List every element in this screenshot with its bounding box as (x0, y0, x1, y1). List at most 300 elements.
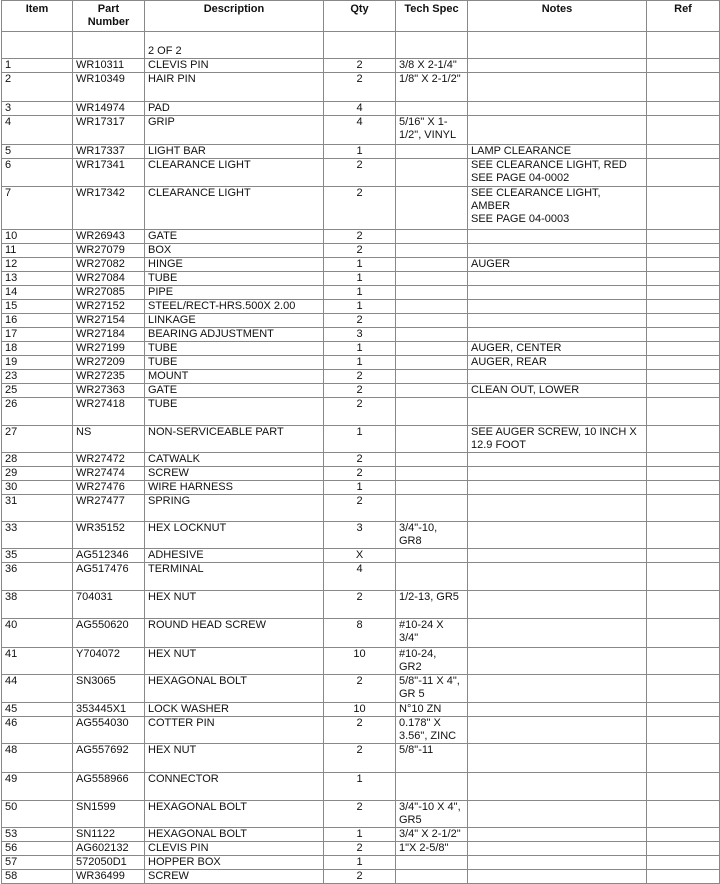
cell-notes (468, 648, 647, 675)
table-row (2, 801, 720, 828)
cell-description: CONNECTOR (145, 773, 324, 801)
cell-tech-spec (396, 300, 468, 314)
cell-notes (468, 773, 647, 801)
cell-description: 2 OF 2 (145, 32, 324, 59)
cell-tech-spec (396, 426, 468, 453)
cell-notes (468, 244, 647, 258)
cell-qty: 1 (324, 300, 396, 314)
cell-ref (647, 370, 720, 384)
cell-notes (468, 328, 647, 342)
cell-item: 28 (2, 453, 73, 467)
table-row (2, 675, 720, 703)
cell-item: 4 (2, 116, 73, 145)
cell-notes (468, 230, 647, 244)
cell-qty: 2 (324, 453, 396, 467)
cell-description: BEARING ADJUSTMENT (145, 328, 324, 342)
cell-qty: 3 (324, 328, 396, 342)
cell-ref (647, 159, 720, 187)
table-row (2, 159, 720, 187)
table-row (2, 328, 720, 342)
table-row (2, 116, 720, 145)
cell-tech-spec (396, 159, 468, 187)
cell-tech-spec (396, 32, 468, 59)
cell-notes (468, 102, 647, 116)
cell-notes (468, 116, 647, 145)
cell-qty: 1 (324, 145, 396, 159)
cell-notes: AUGER (468, 258, 647, 272)
cell-tech-spec (396, 286, 468, 300)
cell-notes (468, 453, 647, 467)
cell-notes (468, 828, 647, 842)
cell-description: GATE (145, 230, 324, 244)
cell-ref (647, 314, 720, 328)
cell-tech-spec: 3/4" X 2-1/2" (396, 828, 468, 842)
table-row (2, 495, 720, 522)
cell-description: CLEVIS PIN (145, 59, 324, 73)
cell-notes (468, 481, 647, 495)
table-row (2, 187, 720, 230)
cell-qty: 1 (324, 481, 396, 495)
cell-qty: 1 (324, 258, 396, 272)
cell-part-number: WR27079 (73, 244, 145, 258)
cell-item (2, 32, 73, 59)
table-row (2, 453, 720, 467)
cell-ref (647, 187, 720, 230)
cell-tech-spec: 1/2-13, GR5 (396, 591, 468, 619)
cell-ref (647, 648, 720, 675)
cell-ref (647, 244, 720, 258)
cell-part-number: AG512346 (73, 549, 145, 563)
cell-part-number: WR26943 (73, 230, 145, 244)
cell-part-number: WR27199 (73, 342, 145, 356)
cell-qty: 2 (324, 230, 396, 244)
table-row (2, 300, 720, 314)
cell-ref (647, 328, 720, 342)
cell-description: STEEL/RECT-HRS.500X 2.00 (145, 300, 324, 314)
cell-ref (647, 453, 720, 467)
cell-description: GRIP (145, 116, 324, 145)
cell-item: 5 (2, 145, 73, 159)
cell-description: CLEARANCE LIGHT (145, 187, 324, 230)
cell-ref (647, 870, 720, 884)
cell-notes (468, 856, 647, 870)
table-row (2, 342, 720, 356)
cell-notes: AUGER, CENTER (468, 342, 647, 356)
header-item: Item (2, 1, 73, 32)
table-row (2, 244, 720, 258)
cell-notes (468, 73, 647, 102)
cell-part-number: WR27152 (73, 300, 145, 314)
cell-qty: 1 (324, 356, 396, 370)
cell-qty: 2 (324, 244, 396, 258)
table-row (2, 286, 720, 300)
cell-tech-spec (396, 495, 468, 522)
cell-item: 26 (2, 398, 73, 426)
cell-item: 46 (2, 717, 73, 744)
cell-part-number: WR35152 (73, 522, 145, 549)
cell-description: HEXAGONAL BOLT (145, 828, 324, 842)
cell-description: HAIR PIN (145, 73, 324, 102)
cell-tech-spec: 5/8"-11 X 4", GR 5 (396, 675, 468, 703)
cell-part-number: WR27209 (73, 356, 145, 370)
table-row (2, 481, 720, 495)
cell-notes (468, 549, 647, 563)
cell-description: SCREW (145, 870, 324, 884)
cell-qty (324, 32, 396, 59)
cell-notes: CLEAN OUT, LOWER (468, 384, 647, 398)
cell-ref (647, 522, 720, 549)
cell-part-number: WR10311 (73, 59, 145, 73)
table-row (2, 272, 720, 286)
cell-qty: 2 (324, 314, 396, 328)
table-row (2, 230, 720, 244)
cell-item: 35 (2, 549, 73, 563)
cell-description: HEX NUT (145, 744, 324, 773)
cell-qty: 3 (324, 522, 396, 549)
cell-item: 45 (2, 703, 73, 717)
cell-description: PAD (145, 102, 324, 116)
cell-part-number: WR36499 (73, 870, 145, 884)
cell-tech-spec: #10-24 X 3/4" (396, 619, 468, 648)
table-row (2, 591, 720, 619)
cell-notes (468, 801, 647, 828)
cell-tech-spec (396, 481, 468, 495)
cell-ref (647, 426, 720, 453)
cell-description: ROUND HEAD SCREW (145, 619, 324, 648)
cell-notes (468, 563, 647, 591)
cell-qty: 1 (324, 286, 396, 300)
cell-ref (647, 230, 720, 244)
table-row (2, 744, 720, 773)
cell-qty: 2 (324, 370, 396, 384)
cell-item: 11 (2, 244, 73, 258)
cell-item: 30 (2, 481, 73, 495)
cell-qty: 2 (324, 467, 396, 481)
table-row (2, 828, 720, 842)
cell-item: 17 (2, 328, 73, 342)
cell-qty: 1 (324, 426, 396, 453)
cell-description: TERMINAL (145, 563, 324, 591)
cell-description: HOPPER BOX (145, 856, 324, 870)
cell-item: 57 (2, 856, 73, 870)
cell-qty: 4 (324, 102, 396, 116)
cell-notes (468, 619, 647, 648)
table-row (2, 102, 720, 116)
cell-tech-spec (396, 384, 468, 398)
header-ref: Ref (647, 1, 720, 32)
cell-notes (468, 870, 647, 884)
cell-part-number: AG554030 (73, 717, 145, 744)
cell-qty: 1 (324, 773, 396, 801)
cell-notes (468, 272, 647, 286)
cell-description: LINKAGE (145, 314, 324, 328)
table-row (2, 842, 720, 856)
cell-part-number: AG550620 (73, 619, 145, 648)
cell-part-number: WR27085 (73, 286, 145, 300)
cell-description: TUBE (145, 356, 324, 370)
cell-ref (647, 856, 720, 870)
cell-part-number: WR27082 (73, 258, 145, 272)
cell-qty: 1 (324, 342, 396, 356)
cell-part-number: SN1599 (73, 801, 145, 828)
table-row (2, 856, 720, 870)
cell-description: HEXAGONAL BOLT (145, 675, 324, 703)
cell-ref (647, 467, 720, 481)
cell-ref (647, 619, 720, 648)
cell-tech-spec: #10-24, GR2 (396, 648, 468, 675)
cell-ref (647, 32, 720, 59)
cell-tech-spec (396, 230, 468, 244)
cell-notes (468, 675, 647, 703)
cell-item: 58 (2, 870, 73, 884)
cell-ref (647, 73, 720, 102)
cell-description: SPRING (145, 495, 324, 522)
cell-qty: 2 (324, 159, 396, 187)
cell-part-number: 353445X1 (73, 703, 145, 717)
cell-description: HEX LOCKNUT (145, 522, 324, 549)
cell-part-number: WR17341 (73, 159, 145, 187)
cell-part-number: WR27154 (73, 314, 145, 328)
cell-tech-spec: N°10 ZN (396, 703, 468, 717)
cell-notes: SEE CLEARANCE LIGHT, AMBER SEE PAGE 04-0003 (468, 187, 647, 230)
table-row (2, 563, 720, 591)
cell-item: 16 (2, 314, 73, 328)
cell-tech-spec (396, 258, 468, 272)
cell-part-number: NS (73, 426, 145, 453)
cell-item: 15 (2, 300, 73, 314)
cell-tech-spec: 3/8 X 2-1/4" (396, 59, 468, 73)
header-tech-spec: Tech Spec (396, 1, 468, 32)
cell-item: 27 (2, 426, 73, 453)
cell-qty: 2 (324, 717, 396, 744)
cell-part-number: AG558966 (73, 773, 145, 801)
cell-item: 18 (2, 342, 73, 356)
table-row (2, 773, 720, 801)
cell-description: COTTER PIN (145, 717, 324, 744)
table-row (2, 522, 720, 549)
cell-part-number: AG602132 (73, 842, 145, 856)
cell-description: LIGHT BAR (145, 145, 324, 159)
cell-tech-spec: 0.178" X 3.56", ZINC (396, 717, 468, 744)
cell-ref (647, 116, 720, 145)
cell-tech-spec (396, 870, 468, 884)
cell-ref (647, 481, 720, 495)
cell-item: 56 (2, 842, 73, 856)
cell-qty: 2 (324, 591, 396, 619)
cell-part-number: 572050D1 (73, 856, 145, 870)
cell-notes (468, 522, 647, 549)
cell-qty: 2 (324, 73, 396, 102)
cell-tech-spec (396, 272, 468, 286)
cell-qty: X (324, 549, 396, 563)
cell-part-number: WR27476 (73, 481, 145, 495)
cell-part-number: AG517476 (73, 563, 145, 591)
cell-ref (647, 549, 720, 563)
table-row (2, 549, 720, 563)
cell-qty: 10 (324, 648, 396, 675)
cell-item: 3 (2, 102, 73, 116)
cell-ref (647, 145, 720, 159)
cell-tech-spec (396, 467, 468, 481)
cell-notes (468, 59, 647, 73)
cell-item: 19 (2, 356, 73, 370)
cell-tech-spec: 1/8" X 2-1/2" (396, 73, 468, 102)
cell-ref (647, 384, 720, 398)
table-row (2, 370, 720, 384)
cell-item: 41 (2, 648, 73, 675)
cell-item: 10 (2, 230, 73, 244)
cell-description: HEXAGONAL BOLT (145, 801, 324, 828)
cell-ref (647, 258, 720, 272)
cell-notes (468, 300, 647, 314)
cell-tech-spec (396, 398, 468, 426)
cell-item: 12 (2, 258, 73, 272)
cell-item: 38 (2, 591, 73, 619)
cell-part-number: WR27474 (73, 467, 145, 481)
table-row (2, 426, 720, 453)
cell-qty: 2 (324, 801, 396, 828)
cell-tech-spec: 3/4"-10 X 4", GR5 (396, 801, 468, 828)
cell-part-number: WR14974 (73, 102, 145, 116)
cell-notes (468, 32, 647, 59)
cell-item: 14 (2, 286, 73, 300)
cell-tech-spec (396, 244, 468, 258)
cell-notes (468, 286, 647, 300)
cell-description: CLEVIS PIN (145, 842, 324, 856)
cell-notes (468, 398, 647, 426)
cell-ref (647, 59, 720, 73)
cell-notes (468, 314, 647, 328)
cell-tech-spec (396, 314, 468, 328)
cell-ref (647, 591, 720, 619)
header-part-number: Part Number (73, 1, 145, 32)
cell-qty: 2 (324, 398, 396, 426)
parts-table (1, 0, 720, 884)
cell-qty: 2 (324, 744, 396, 773)
cell-qty: 1 (324, 272, 396, 286)
cell-part-number: WR27472 (73, 453, 145, 467)
cell-description: HINGE (145, 258, 324, 272)
table-row (2, 59, 720, 73)
cell-description: TUBE (145, 272, 324, 286)
cell-tech-spec (396, 856, 468, 870)
cell-notes: SEE CLEARANCE LIGHT, RED SEE PAGE 04-0002 (468, 159, 647, 187)
cell-description: SCREW (145, 467, 324, 481)
cell-part-number: WR17337 (73, 145, 145, 159)
cell-part-number: WR17342 (73, 187, 145, 230)
table-row (2, 703, 720, 717)
cell-notes (468, 703, 647, 717)
cell-tech-spec: 1"X 2-5/8" (396, 842, 468, 856)
cell-description: WIRE HARNESS (145, 481, 324, 495)
table-row (2, 258, 720, 272)
cell-qty: 2 (324, 59, 396, 73)
cell-item: 50 (2, 801, 73, 828)
cell-part-number: WR27084 (73, 272, 145, 286)
cell-notes (468, 842, 647, 856)
cell-qty: 1 (324, 828, 396, 842)
cell-description: ADHESIVE (145, 549, 324, 563)
cell-ref (647, 828, 720, 842)
cell-tech-spec (396, 453, 468, 467)
cell-description: TUBE (145, 342, 324, 356)
cell-item: 49 (2, 773, 73, 801)
cell-notes: AUGER, REAR (468, 356, 647, 370)
header-notes: Notes (468, 1, 647, 32)
cell-tech-spec (396, 342, 468, 356)
cell-item: 31 (2, 495, 73, 522)
cell-ref (647, 356, 720, 370)
cell-qty: 10 (324, 703, 396, 717)
cell-tech-spec: 3/4"-10, GR8 (396, 522, 468, 549)
cell-tech-spec (396, 563, 468, 591)
cell-qty: 4 (324, 116, 396, 145)
cell-ref (647, 300, 720, 314)
header-row (2, 1, 720, 32)
cell-item: 29 (2, 467, 73, 481)
cell-tech-spec (396, 187, 468, 230)
cell-part-number: WR17317 (73, 116, 145, 145)
table-row (2, 32, 720, 59)
cell-notes (468, 591, 647, 619)
cell-ref (647, 102, 720, 116)
cell-description: PIPE (145, 286, 324, 300)
cell-part-number: WR27418 (73, 398, 145, 426)
cell-ref (647, 717, 720, 744)
cell-part-number: WR27477 (73, 495, 145, 522)
cell-tech-spec: 5/16" X 1- 1/2", VINYL (396, 116, 468, 145)
cell-description: MOUNT (145, 370, 324, 384)
cell-qty: 1 (324, 856, 396, 870)
cell-notes (468, 717, 647, 744)
cell-qty: 2 (324, 870, 396, 884)
cell-item: 23 (2, 370, 73, 384)
header-description: Description (145, 1, 324, 32)
table-row (2, 73, 720, 102)
cell-tech-spec (396, 102, 468, 116)
cell-tech-spec (396, 370, 468, 384)
header-qty: Qty (324, 1, 396, 32)
cell-notes (468, 744, 647, 773)
cell-part-number: Y704072 (73, 648, 145, 675)
cell-description: CATWALK (145, 453, 324, 467)
cell-description: NON-SERVICEABLE PART (145, 426, 324, 453)
cell-tech-spec (396, 328, 468, 342)
cell-qty: 2 (324, 384, 396, 398)
cell-part-number: WR27363 (73, 384, 145, 398)
cell-ref (647, 342, 720, 356)
cell-item: 53 (2, 828, 73, 842)
cell-qty: 2 (324, 842, 396, 856)
cell-item: 2 (2, 73, 73, 102)
cell-description: LOCK WASHER (145, 703, 324, 717)
cell-tech-spec: 5/8"-11 (396, 744, 468, 773)
cell-item: 13 (2, 272, 73, 286)
table-row (2, 356, 720, 370)
cell-qty: 2 (324, 187, 396, 230)
cell-ref (647, 675, 720, 703)
cell-item: 25 (2, 384, 73, 398)
cell-part-number: AG557692 (73, 744, 145, 773)
cell-item: 36 (2, 563, 73, 591)
cell-tech-spec (396, 549, 468, 563)
cell-part-number: WR10349 (73, 73, 145, 102)
cell-qty: 2 (324, 495, 396, 522)
cell-item: 6 (2, 159, 73, 187)
cell-item: 33 (2, 522, 73, 549)
table-row (2, 384, 720, 398)
cell-part-number: SN3065 (73, 675, 145, 703)
